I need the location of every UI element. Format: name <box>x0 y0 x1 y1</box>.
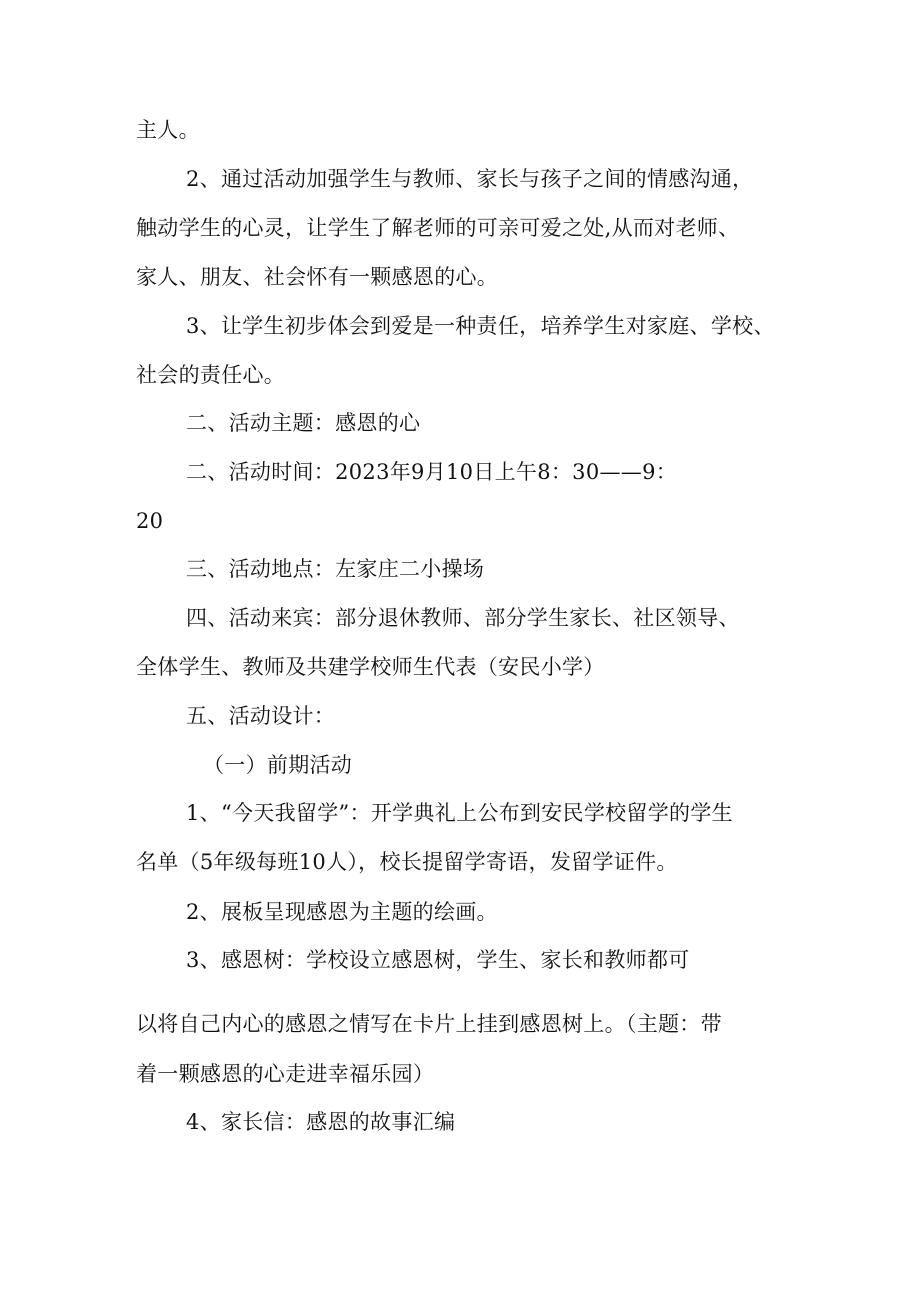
text-line: 着一颗感恩的心走进幸福乐园） <box>136 1062 435 1086</box>
text-line: 4、家长信：感恩的故事汇编 <box>186 1110 456 1134</box>
text-line: 3、让学生初步体会到爱是一种责任，培养学生对家庭、学校、 <box>186 314 775 338</box>
text-line: 主人。 <box>136 118 200 142</box>
section-heading: 二、活动主题：感恩的心 <box>186 411 421 435</box>
text-line: 2、通过活动加强学生与教师、家长与孩子之间的情感沟通， <box>186 167 754 191</box>
section-heading: 三、活动地点：左家庄二小操场 <box>186 557 485 581</box>
text-line: 家人、朋友、社会怀有一颗感恩的心。 <box>136 265 499 289</box>
text-line: 3、感恩树：学校设立感恩树，学生、家长和教师都可 <box>186 948 690 972</box>
text-line: 触动学生的心灵，让学生了解老师的可亲可爱之处,从而对老师、 <box>136 216 740 240</box>
text-line: 社会的责任心。 <box>136 363 286 387</box>
text-line: 以将自己内心的感恩之情写在卡片上挂到感恩树上。（主题：带 <box>136 1012 722 1036</box>
text-line: 2、展板呈现感恩为主题的绘画。 <box>186 900 498 924</box>
section-heading: 五、活动设计： <box>186 704 336 728</box>
section-heading: 二、活动时间：2023年9月10日上午8：30——9： <box>186 460 678 484</box>
text-line: 全体学生、教师及共建学校师生代表（安民小学） <box>136 655 605 679</box>
text-line: 1、“今天我留学”：开学典礼上公布到安民学校留学的学生 <box>186 801 733 825</box>
text-line: 名单（5年级每班10人），校长提留学寄语，发留学证件。 <box>136 850 678 874</box>
subsection-heading: （一）前期活动 <box>203 753 353 777</box>
text-line: 20 <box>136 509 164 533</box>
section-heading: 四、活动来宾：部分退休教师、部分学生家长、社区领导、 <box>186 606 740 630</box>
